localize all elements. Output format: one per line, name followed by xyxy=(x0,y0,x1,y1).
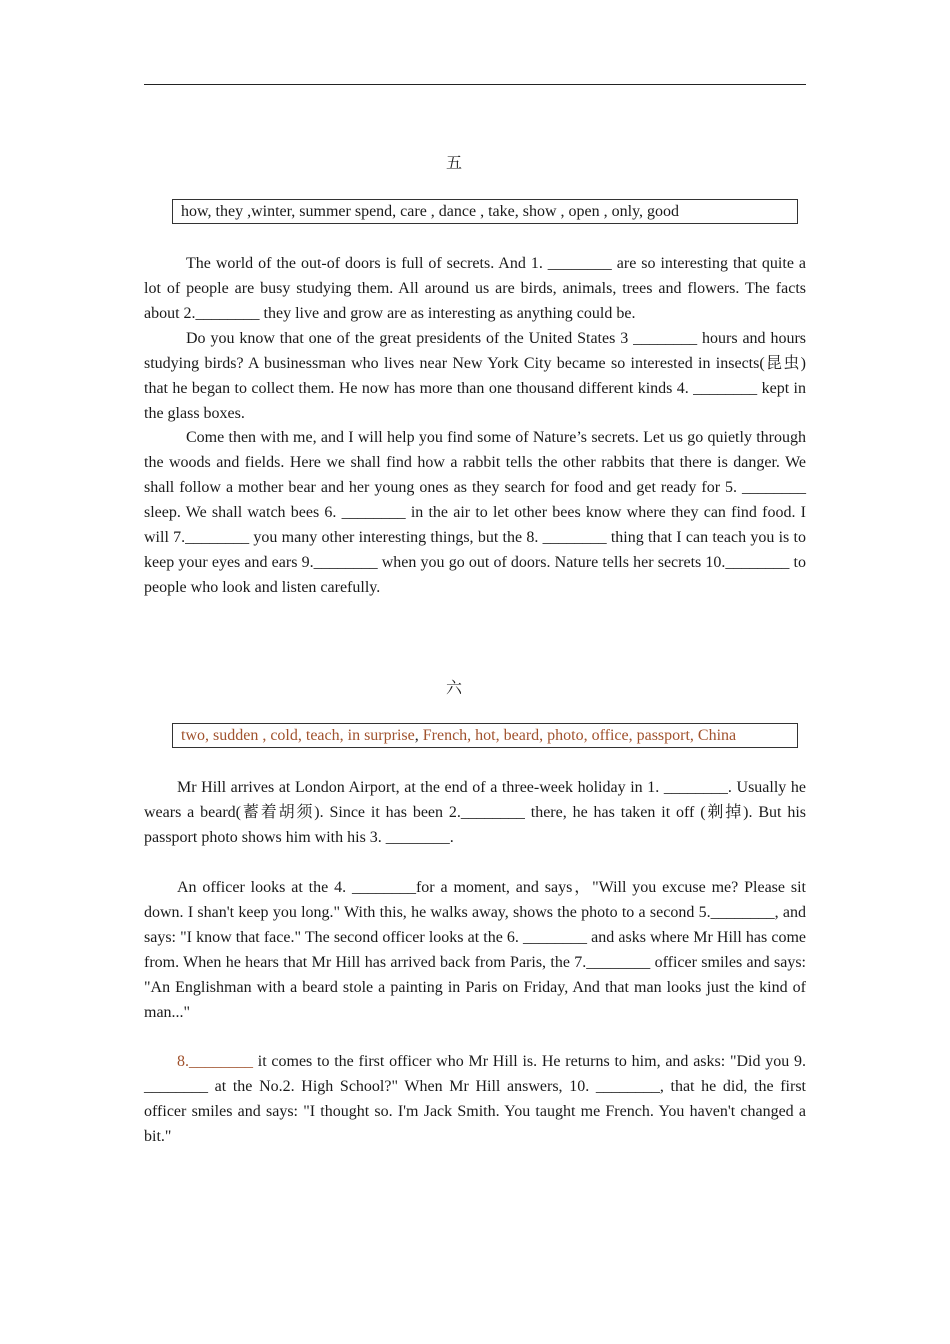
word-box-part-2: French, hot, beard, photo, office, passport, China xyxy=(422,727,737,744)
paragraph-3-text: it comes to the first officer who Mr Hill is. He returns to him, and asks: "Did you 9. ________ at the No.2. High School?" When Mr Hill answers, 10. ________, that he did, the first officer smiles and says: "I thought so. I'm Jack Smith. You taught me French. You haven't changed a bit." xyxy=(144,1053,806,1145)
section-6-paragraph-2: An officer looks at the 4. ________for a moment, and says，"Will you excuse me? Please sit down. I shan't keep you long." With this, he walks away, shows the photo to a second 5.________, and says: "I know that face." The second officer looks at the 6. ________ and asks where Mr Hill has come from. When he hears that Mr Hill has arrived back from Paris, the 7.________ officer smiles and says: "An Englishman with a beard stole a painting in Paris on Friday, And that man looks just the kind of man..." xyxy=(144,879,806,1021)
section-6-heading: 六 xyxy=(445,680,462,697)
section-5-heading: 五 xyxy=(445,155,462,172)
word-box-part-1: two, sudden , cold, teach, in surprise xyxy=(181,727,415,744)
section-6-paragraph-3 xyxy=(144,1049,806,1149)
header-rule xyxy=(144,84,806,85)
section-5-paragraph-3: Come then with me, and I will help you find some of Nature’s secrets. Let us go quietly through the woods and fields. Here we shall find how a rabbit tells the other rabbits that there is danger. We shall follow a mother bear and her young ones as they search for food and get ready for 5. ________ sleep. We shall watch bees 6. ________ in the air to let other bees know where they can find food. I will 7.________ you many other interesting things, but the 8. ________ thing that I can teach you is to keep your eyes and ears 9.________ when you go out of doors. Nature tells her secrets 10.________ to people who look and listen carefully. xyxy=(144,429,806,596)
section-5-word-box: how, they ,winter, summer spend, care , dance , take, show , open , only, good xyxy=(172,199,798,224)
section-6-paragraph-1: Mr Hill arrives at London Airport, at the end of a three-week holiday in 1. ________. Usually he wears a beard(蓄着胡须). Since it has been 2.________ there, he has taken it off (剃掉). But his passport photo shows him with his 3. ________. xyxy=(144,779,806,846)
section-6-word-box xyxy=(172,723,798,748)
paragraph-3-blank-8: 8.________ xyxy=(177,1053,253,1070)
section-5-paragraph-2: Do you know that one of the great presidents of the United States 3 ________ hours and hours studying birds? A businessman who lives near New York City became so interested in insects(昆虫) that he began to collect them. He now has more than one thousand different kinds 4. ________ kept in the glass boxes. xyxy=(144,330,806,422)
word-box-separator: , xyxy=(414,727,423,744)
section-5-paragraph-1: The world of the out-of doors is full of secrets. And 1. ________ are so interesting that quite a lot of people are busy studying them. All around us are birds, animals, trees and flowers. The facts about 2.________ they live and grow are as interesting as anything could be. xyxy=(144,255,806,322)
